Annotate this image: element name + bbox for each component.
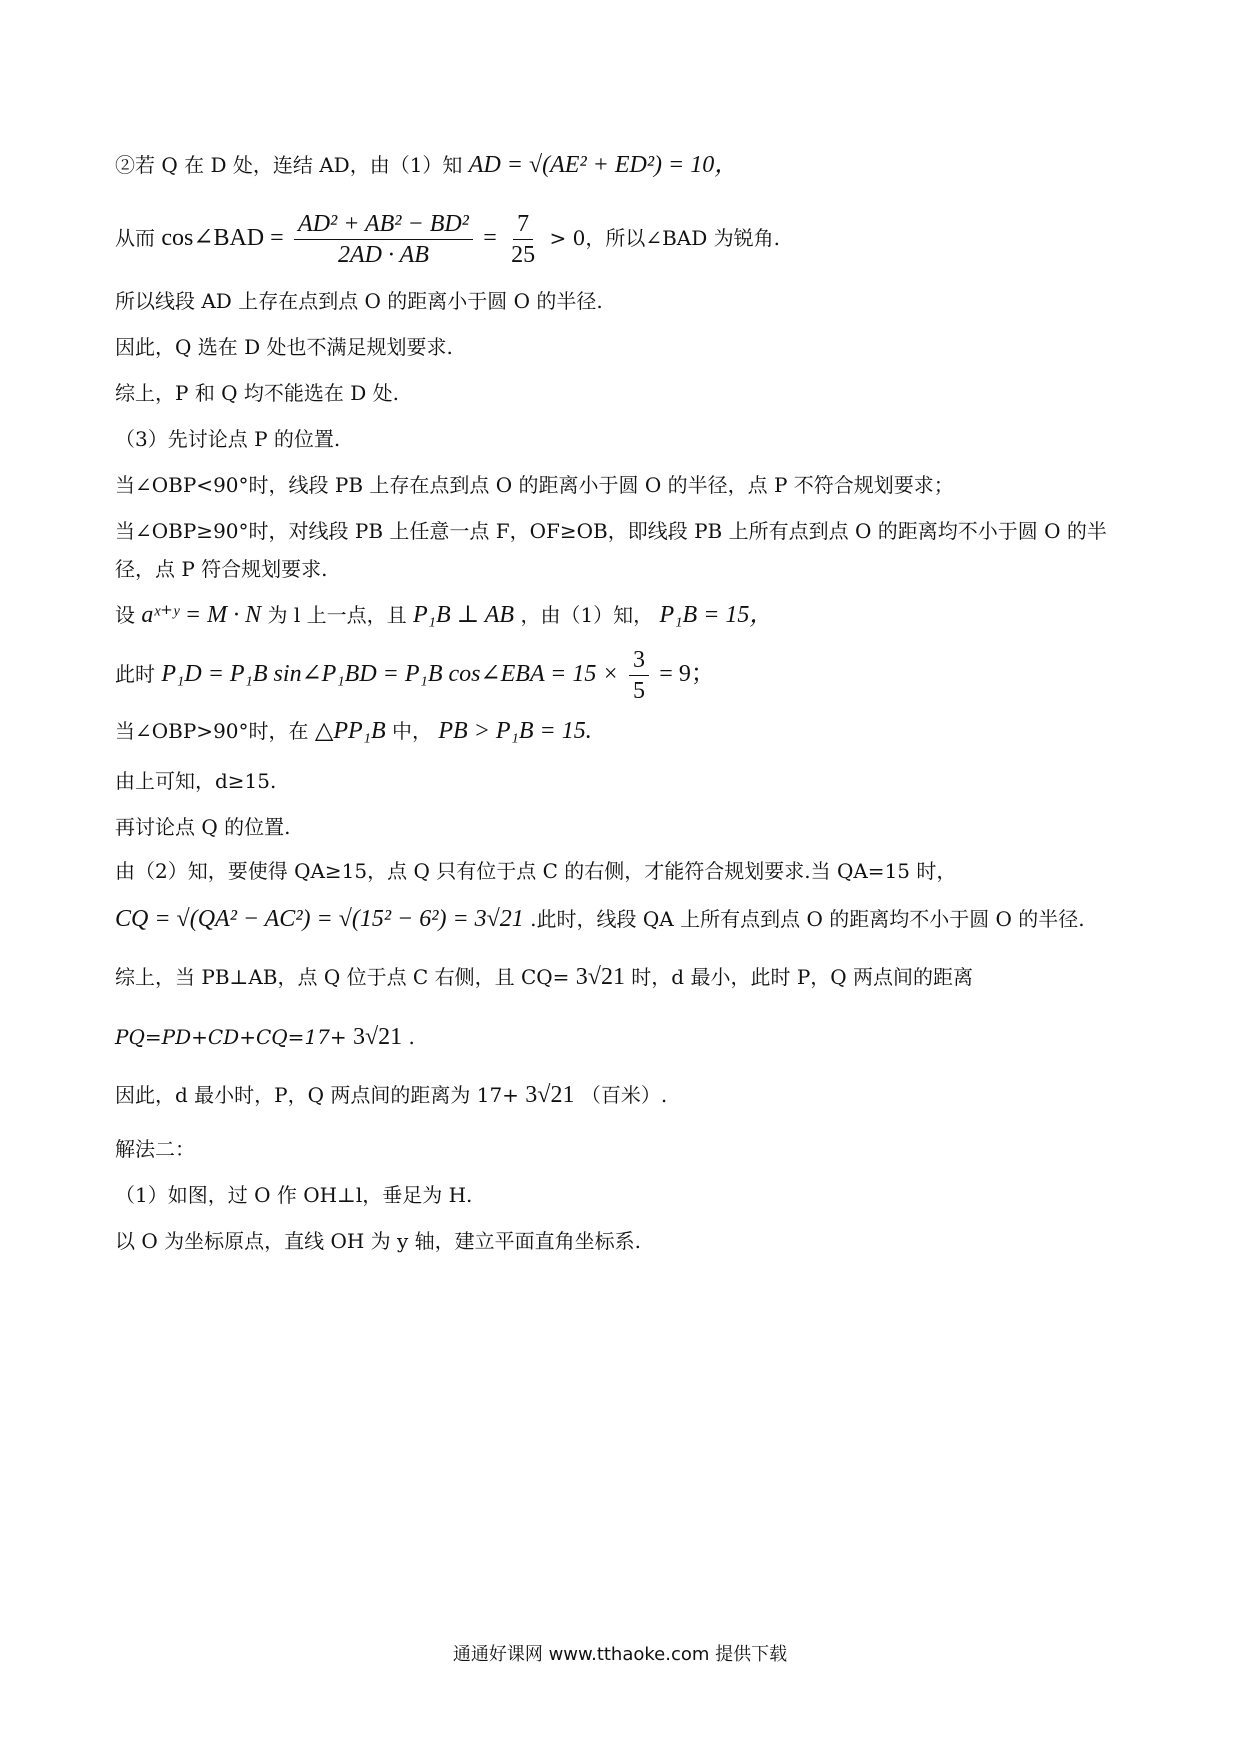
line-21: （1）如图，过 O 作 OH⊥l，垂足为 H. <box>115 1183 473 1207</box>
line-11-denominator: 5 <box>632 678 645 704</box>
line-17-formula: 3√21 <box>575 964 625 990</box>
line-10-formula: aˣ⁺ʸ = M · N <box>141 602 262 628</box>
line-12-pre: 当∠OBP>90°时，在 <box>115 719 309 743</box>
line-19 <box>115 1080 1130 1110</box>
line-12-mid: 中， <box>392 719 433 743</box>
line-14: 再讨论点 Q 的位置. <box>115 815 291 839</box>
line-11-tail: = 9； <box>659 661 715 687</box>
line-10-formula-3: P₁B = 15， <box>659 602 774 628</box>
line-12-formula: △PP₁B <box>314 718 386 744</box>
line-13: 由上可知，d≥15. <box>115 769 277 793</box>
line-11-formula: P₁D = P₁B sin∠P₁BD = P₁B cos∠EBA = 15 × <box>161 661 619 687</box>
line-02-numerator-2: 7 <box>513 210 533 240</box>
line-09: 径，点 P 符合规划要求. <box>115 557 328 581</box>
line-12-formula-2: PB > P₁B = 15. <box>438 718 592 744</box>
line-11-fraction <box>629 646 649 705</box>
line-18 <box>115 1022 1130 1052</box>
line-02 <box>115 210 1130 270</box>
line-18-pre: PQ=PD+CD+CQ=17+ <box>115 1025 347 1049</box>
line-01 <box>115 150 1130 180</box>
line-06: （3）先讨论点 P 的位置. <box>115 427 341 451</box>
line-01-text: ②若 Q 在 D 处，连结 AD，由（1）知 <box>115 153 463 177</box>
line-01-formula: AD = √(AE² + ED²) = 10， <box>468 152 739 178</box>
line-04: 因此，Q 选在 D 处也不满足规划要求. <box>115 335 453 359</box>
line-16 <box>115 904 1130 934</box>
line-17-pre: 综上，当 PB⊥AB，点 Q 位于点 C 右侧，且 CQ= <box>115 965 570 989</box>
line-10-text: 设 <box>115 603 135 627</box>
line-18-formula: 3√21 <box>352 1024 403 1050</box>
line-10-mid: 为 l 上一点，且 <box>267 603 407 627</box>
line-11-numerator: 3 <box>629 646 649 676</box>
line-20: 解法二： <box>115 1137 195 1161</box>
line-19-formula: 3√21 <box>525 1082 575 1108</box>
line-02-pre: 从而 <box>115 226 155 250</box>
line-02-equals: = <box>483 225 497 251</box>
line-07: 当∠OBP<90°时，线段 PB 上存在点到点 O 的距离小于圆 O 的半径，点 P 不符合规划要求； <box>115 473 954 497</box>
line-22: 以 O 为坐标原点，直线 OH 为 y 轴，建立平面直角坐标系. <box>115 1229 642 1253</box>
line-11 <box>115 646 1130 706</box>
line-16-formula: CQ = √(QA² − AC²) = √(15² − 6²) = 3√21 <box>115 906 524 932</box>
line-19-pre: 因此，d 最小时，P，Q 两点间的距离为 17+ <box>115 1083 519 1107</box>
line-10-formula-2: P₁B ⊥ AB <box>412 602 515 628</box>
line-02-numerator: AD² + AB² − BD² <box>294 210 473 240</box>
line-19-tail: （百米）. <box>580 1083 668 1107</box>
line-02-fraction <box>294 210 473 269</box>
line-05: 综上，P 和 Q 均不能选在 D 处. <box>115 381 400 405</box>
line-10-mid-2: ，由（1）知， <box>520 603 654 627</box>
line-16-tail: .此时，线段 QA 上所有点到点 O 的距离均不小于圆 O 的半径. <box>530 907 1085 931</box>
line-17-tail: 时，d 最小，此时 P，Q 两点间的距离 <box>631 965 974 989</box>
line-18-tail: . <box>408 1025 415 1049</box>
line-12 <box>115 716 1130 746</box>
line-02-cos: cos∠BAD = <box>161 225 284 251</box>
line-10 <box>115 600 1130 630</box>
line-11-pre: 此时 <box>115 662 155 686</box>
line-15: 由（2）知，要使得 QA≥15，点 Q 只有位于点 C 的右侧，才能符合规划要求.当 QA=15 时， <box>115 859 957 883</box>
line-03: 所以线段 AD 上存在点到点 O 的距离小于圆 O 的半径. <box>115 289 603 313</box>
page-footer: 通通好课网 www.tthaoke.com 提供下载 <box>452 1644 788 1665</box>
line-02-tail: > 0，所以∠BAD 为锐角. <box>549 226 781 250</box>
line-02-denominator-2: 25 <box>511 242 536 268</box>
line-17 <box>115 962 1130 992</box>
line-02-fraction-2 <box>507 210 539 269</box>
line-02-denominator: 2AD · AB <box>338 242 429 268</box>
line-08: 当∠OBP≥90°时，对线段 PB 上任意一点 F，OF≥OB，即线段 PB 上所有点到点 O 的距离均不小于圆 O 的半 <box>115 519 1107 543</box>
